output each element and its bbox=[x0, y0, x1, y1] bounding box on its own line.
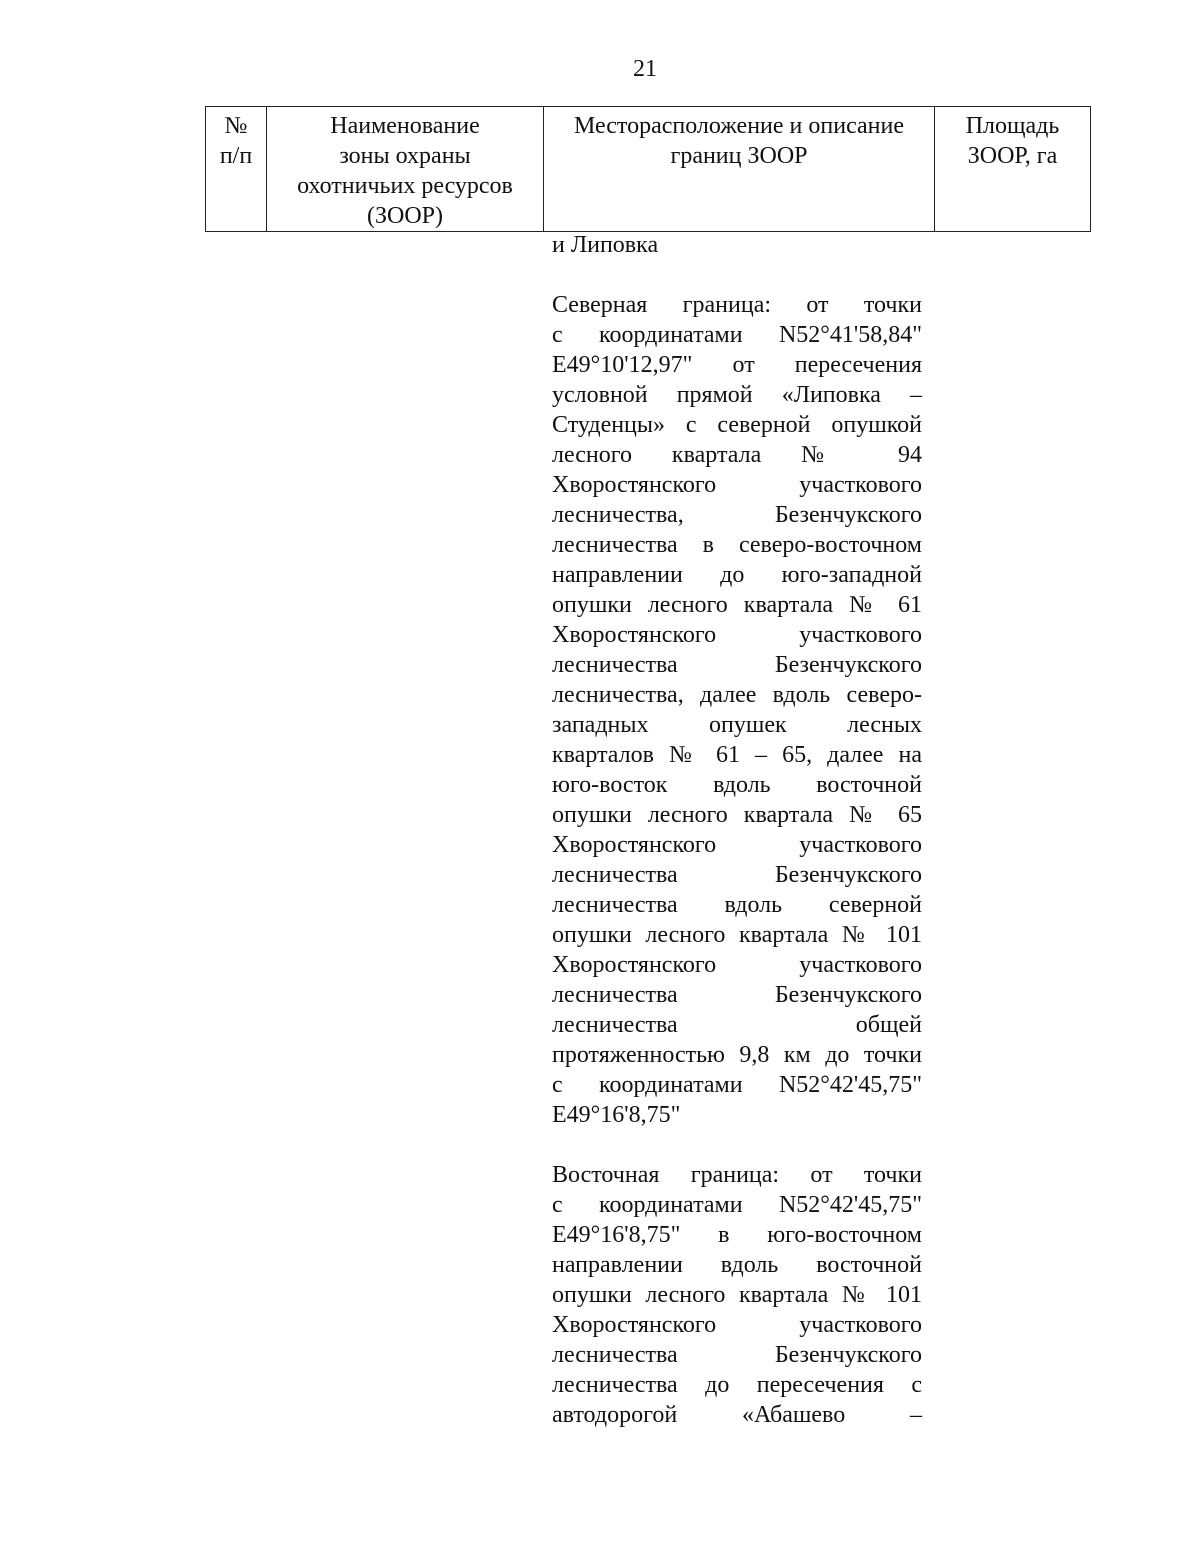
text-line: Хворостянского участкового bbox=[552, 622, 922, 648]
text-line: лесничества вдоль северной bbox=[552, 892, 922, 918]
text-line: автодорогой «Абашево – bbox=[552, 1402, 922, 1428]
text-line: лесничества Безенчукского bbox=[552, 862, 922, 888]
text-line: лесничества до пересечения с bbox=[552, 1372, 922, 1398]
column-header-area-text: Площадь ЗООР, га bbox=[965, 113, 1060, 169]
paragraph-gap bbox=[552, 260, 922, 290]
column-header-location bbox=[544, 107, 935, 232]
text-line: опушки лесного квартала № 65 bbox=[552, 802, 922, 828]
text-line: Хворостянского участкового bbox=[552, 832, 922, 858]
text-line: E49°10'12,97" от пересечения bbox=[552, 352, 922, 378]
text-line: лесничества Безенчукского bbox=[552, 982, 922, 1008]
text-line: E49°16'8,75" bbox=[552, 1102, 681, 1128]
text-line: кварталов № 61 – 65, далее на bbox=[552, 742, 922, 768]
text-line: с координатами N52°42'45,75" bbox=[552, 1072, 922, 1098]
text-line: опушки лесного квартала № 101 bbox=[552, 922, 922, 948]
text-line: с координатами N52°42'45,75" bbox=[552, 1192, 922, 1218]
text-line: Хворостянского участкового bbox=[552, 952, 922, 978]
column-header-name-text: Наименование зоны охраны охотничьих ресурсов (ЗООР) bbox=[297, 113, 513, 229]
east-border-paragraph bbox=[552, 1160, 922, 1430]
text-line: лесничества Безенчукского bbox=[552, 1342, 922, 1368]
text-line: лесничества, далее вдоль северо- bbox=[552, 682, 922, 708]
text-line: Хворостянского участкового bbox=[552, 1312, 922, 1338]
text-line: юго-восток вдоль восточной bbox=[552, 772, 922, 798]
text-line: лесничества Безенчукского bbox=[552, 652, 922, 678]
north-border-paragraph bbox=[552, 290, 922, 1130]
text-line: Северная граница: от точки bbox=[552, 292, 922, 318]
column-header-location-text: Месторасположение и описание границ ЗООР bbox=[573, 113, 905, 169]
text-line: лесничества, Безенчукского bbox=[552, 502, 922, 528]
text-line: Хворостянского участкового bbox=[552, 472, 922, 498]
text-line: E49°16'8,75" в юго-восточном bbox=[552, 1222, 922, 1248]
text-line: направлении вдоль восточной bbox=[552, 1252, 922, 1278]
page-number: 21 bbox=[633, 56, 657, 82]
text-line: Студенцы» с северной опушкой bbox=[552, 412, 922, 438]
column-header-name bbox=[267, 107, 544, 232]
table-header bbox=[205, 106, 1091, 232]
text-line: опушки лесного квартала № 61 bbox=[552, 592, 922, 618]
intro-line: и Липовка bbox=[552, 232, 659, 258]
paragraph-gap bbox=[552, 1130, 922, 1160]
column-header-number-text: № п/п bbox=[219, 113, 253, 169]
text-line: западных опушек лесных bbox=[552, 712, 922, 738]
column-header-area bbox=[935, 107, 1091, 232]
text-line: лесничества в северо-восточном bbox=[552, 532, 922, 558]
text-line: условной прямой «Липовка – bbox=[552, 382, 922, 408]
location-description bbox=[552, 230, 922, 1430]
text-line: Восточная граница: от точки bbox=[552, 1162, 922, 1188]
column-header-number bbox=[206, 107, 267, 232]
text-line: опушки лесного квартала № 101 bbox=[552, 1282, 922, 1308]
text-line: лесного квартала № 94 bbox=[552, 442, 922, 468]
text-line: с координатами N52°41'58,84" bbox=[552, 322, 922, 348]
text-line: лесничества общей bbox=[552, 1012, 922, 1038]
text-line: направлении до юго-западной bbox=[552, 562, 922, 588]
text-line: протяженностью 9,8 км до точки bbox=[552, 1042, 922, 1068]
